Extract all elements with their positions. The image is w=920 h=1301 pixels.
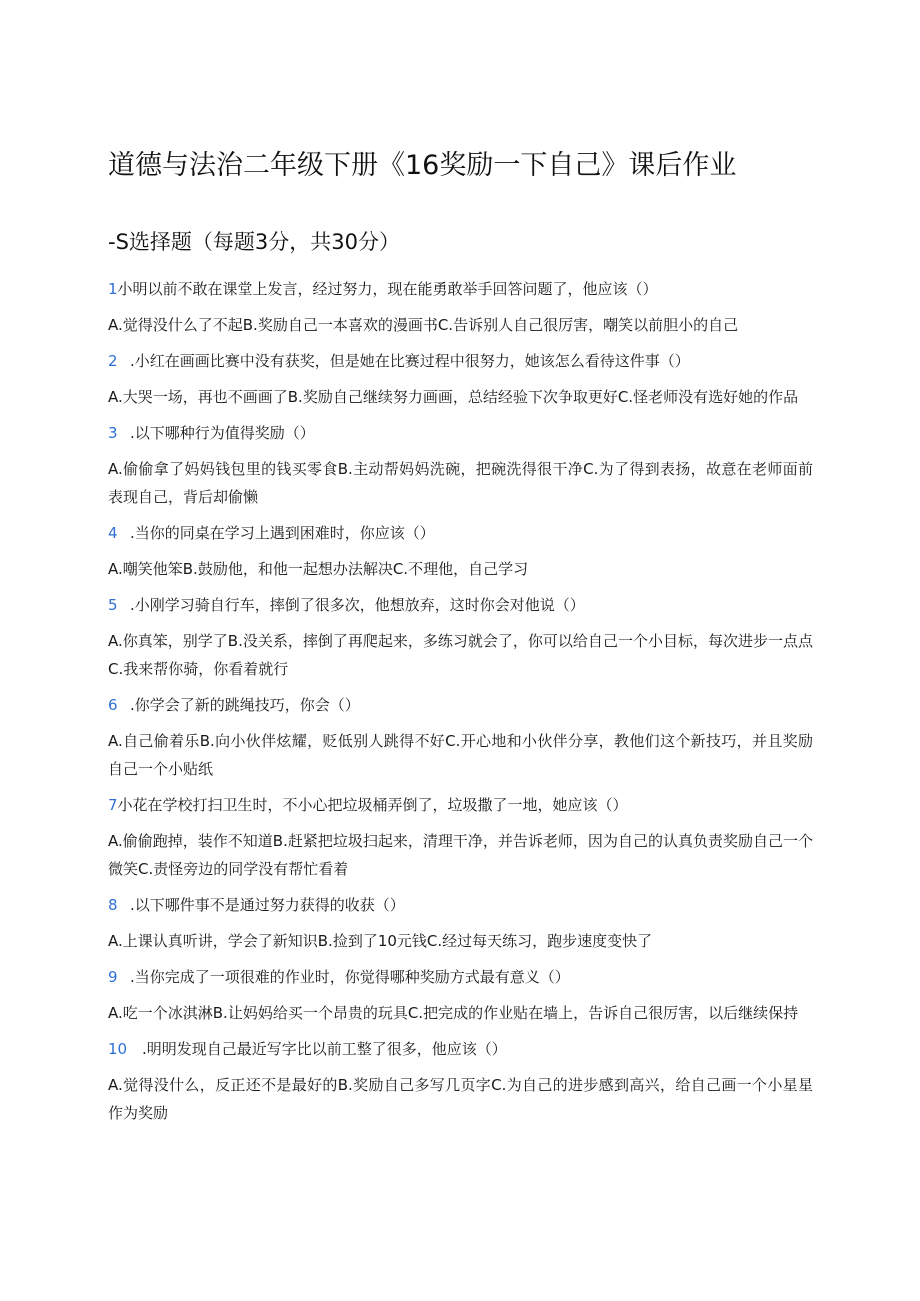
- question-list: [108, 275, 813, 1127]
- question-7-options: A.偷偷跑掉，装作不知道B.赶紧把垃圾扫起来，清理干净，并告诉老师，因为自己的认真负责奖励自己一个微笑C.责怪旁边的同学没有帮忙看着: [108, 832, 813, 878]
- question-text: .你学会了新的跳绳技巧，你会（）: [130, 696, 360, 714]
- question-3: [108, 419, 813, 447]
- section-heading: -S选择题（每题3分，共30分）: [108, 230, 400, 254]
- question-1-options: A.觉得没什么了不起B.奖励自己一本喜欢的漫画书C.告诉别人自己很厉害，嘲笑以前胆小的自己: [108, 316, 739, 334]
- question-number: 4: [108, 524, 118, 542]
- question-5-options: A.你真笨，别学了B.没关系，摔倒了再爬起来，多练习就会了，你可以给自己一个小目标，每次进步一点点C.我来帮你骑，你看着就行: [108, 632, 813, 678]
- question-8: [108, 891, 813, 919]
- question-5: [108, 591, 813, 619]
- question-7: [108, 791, 813, 819]
- question-number: 8: [108, 896, 118, 914]
- question-text: .小红在画画比赛中没有获奖，但是她在比赛过程中很努力，她该怎么看待这件事（）: [130, 352, 690, 370]
- question-number: 7: [108, 796, 118, 814]
- question-number: 3: [108, 424, 118, 442]
- question-4-options: A.嘲笑他笨B.鼓励他，和他一起想办法解决C.不理他，自己学习: [108, 560, 529, 578]
- question-number: 5: [108, 596, 118, 614]
- question-number: 10: [108, 1040, 128, 1058]
- question-number: 6: [108, 696, 118, 714]
- question-9-options: A.吃一个冰淇淋B.让妈妈给买一个昂贵的玩具C.把完成的作业贴在墙上，告诉自己很厉害，以后继续保持: [108, 1004, 799, 1022]
- question-text: 小花在学校打扫卫生时，不小心把垃圾桶弄倒了，垃圾撒了一地，她应该（）: [117, 796, 628, 814]
- question-10: [108, 1035, 813, 1063]
- question-number: 1: [108, 280, 118, 298]
- question-4: [108, 519, 813, 547]
- question-6: [108, 691, 813, 719]
- question-9: [108, 963, 813, 991]
- question-text: 小明以前不敢在课堂上发言，经过努力，现在能勇敢举手回答问题了，他应该（）: [117, 280, 658, 298]
- question-number: 9: [108, 968, 118, 986]
- question-text: .以下哪件事不是通过努力获得的收获（）: [130, 896, 405, 914]
- question-1: [108, 275, 813, 303]
- question-6-options: A.自己偷着乐B.向小伙伴炫耀，贬低别人跳得不好C.开心地和小伙伴分享，教他们这个新技巧，并且奖励自己一个小贴纸: [108, 732, 813, 778]
- document-title: 道德与法治二年级下册《16奖励一下自己》课后作业: [108, 150, 737, 181]
- question-text: .以下哪种行为值得奖励（）: [130, 424, 315, 442]
- question-text: .当你的同桌在学习上遇到困难时，你应该（）: [130, 524, 435, 542]
- question-text: .明明发现自己最近写字比以前工整了很多，他应该（）: [142, 1040, 507, 1058]
- question-2: [108, 347, 813, 375]
- question-3-options: A.偷偷拿了妈妈钱包里的钱买零食B.主动帮妈妈洗碗，把碗洗得很干净C.为了得到表扬，故意在老师面前表现自己，背后却偷懒: [108, 460, 813, 506]
- question-number: 2: [108, 352, 118, 370]
- question-2-options: A.大哭一场，再也不画画了B.奖励自己继续努力画画，总结经验下次争取更好C.怪老师没有选好她的作品: [108, 388, 799, 406]
- question-8-options: A.上课认真听讲，学会了新知识B.捡到了10元钱C.经过每天练习，跑步速度变快了: [108, 932, 653, 950]
- question-text: .小刚学习骑自行车，摔倒了很多次，他想放弃，这时你会对他说（）: [130, 596, 585, 614]
- question-10-options: A.觉得没什么，反正还不是最好的B.奖励自己多写几页字C.为自己的进步感到高兴，给自己画一个小星星作为奖励: [108, 1076, 813, 1122]
- question-text: .当你完成了一项很难的作业时，你觉得哪种奖励方式最有意义（）: [130, 968, 570, 986]
